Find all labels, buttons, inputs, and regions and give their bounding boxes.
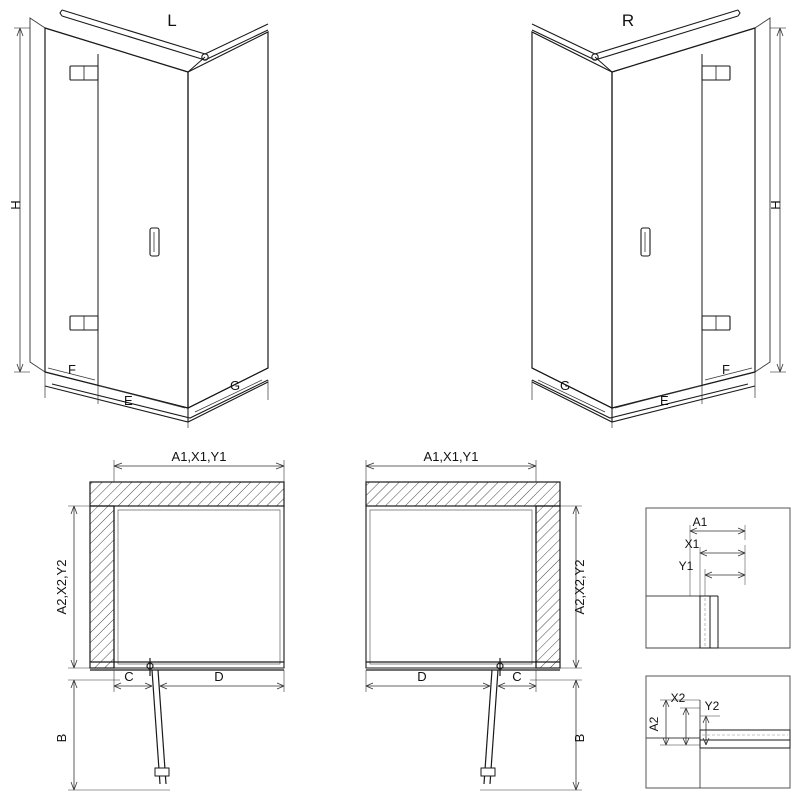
- label-d-left: D: [214, 669, 224, 684]
- label-g-left: G: [230, 378, 241, 393]
- label-f-right: F: [722, 362, 730, 377]
- label-b-left: B: [54, 733, 69, 743]
- label-h-right: H: [768, 200, 783, 210]
- plan-view-left: [68, 460, 284, 790]
- label-left-hand: L: [167, 11, 177, 30]
- label-d-right: D: [417, 669, 427, 684]
- label-g-right: G: [560, 378, 571, 393]
- label-h-left: H: [8, 200, 23, 210]
- iso-view-right: [532, 10, 786, 428]
- label-detail-a1: A1: [692, 515, 708, 529]
- label-c-right: C: [512, 669, 522, 684]
- wall-hatch-top-left: [90, 482, 284, 506]
- label-detail-x2: X2: [670, 691, 686, 705]
- label-detail-a2: A2: [647, 716, 661, 732]
- wall-hatch-top-right: [366, 482, 560, 506]
- label-f-left: F: [68, 362, 76, 377]
- wall-hatch-side-left: [90, 506, 114, 668]
- label-a1x1y1-left: A1,X1,Y1: [171, 449, 227, 464]
- label-c-left: C: [124, 669, 134, 684]
- label-detail-y2: Y2: [704, 699, 720, 713]
- iso-view-left: [14, 10, 268, 428]
- label-b-right: B: [572, 733, 587, 743]
- label-e-right: E: [660, 393, 669, 408]
- detail-lower: [646, 676, 790, 788]
- plan-view-right: [366, 460, 582, 790]
- label-a1x1y1-right: A1,X1,Y1: [423, 449, 479, 464]
- label-a2x2y2-right: A2,X2,Y2: [572, 559, 587, 615]
- label-right-hand: R: [621, 11, 635, 30]
- label-detail-y1: Y1: [678, 559, 694, 573]
- label-e-left: E: [124, 393, 133, 408]
- label-detail-x1: X1: [684, 537, 700, 551]
- detail-upper: [646, 508, 790, 648]
- wall-hatch-side-right: [536, 506, 560, 668]
- label-a2x2y2-left: A2,X2,Y2: [54, 559, 69, 615]
